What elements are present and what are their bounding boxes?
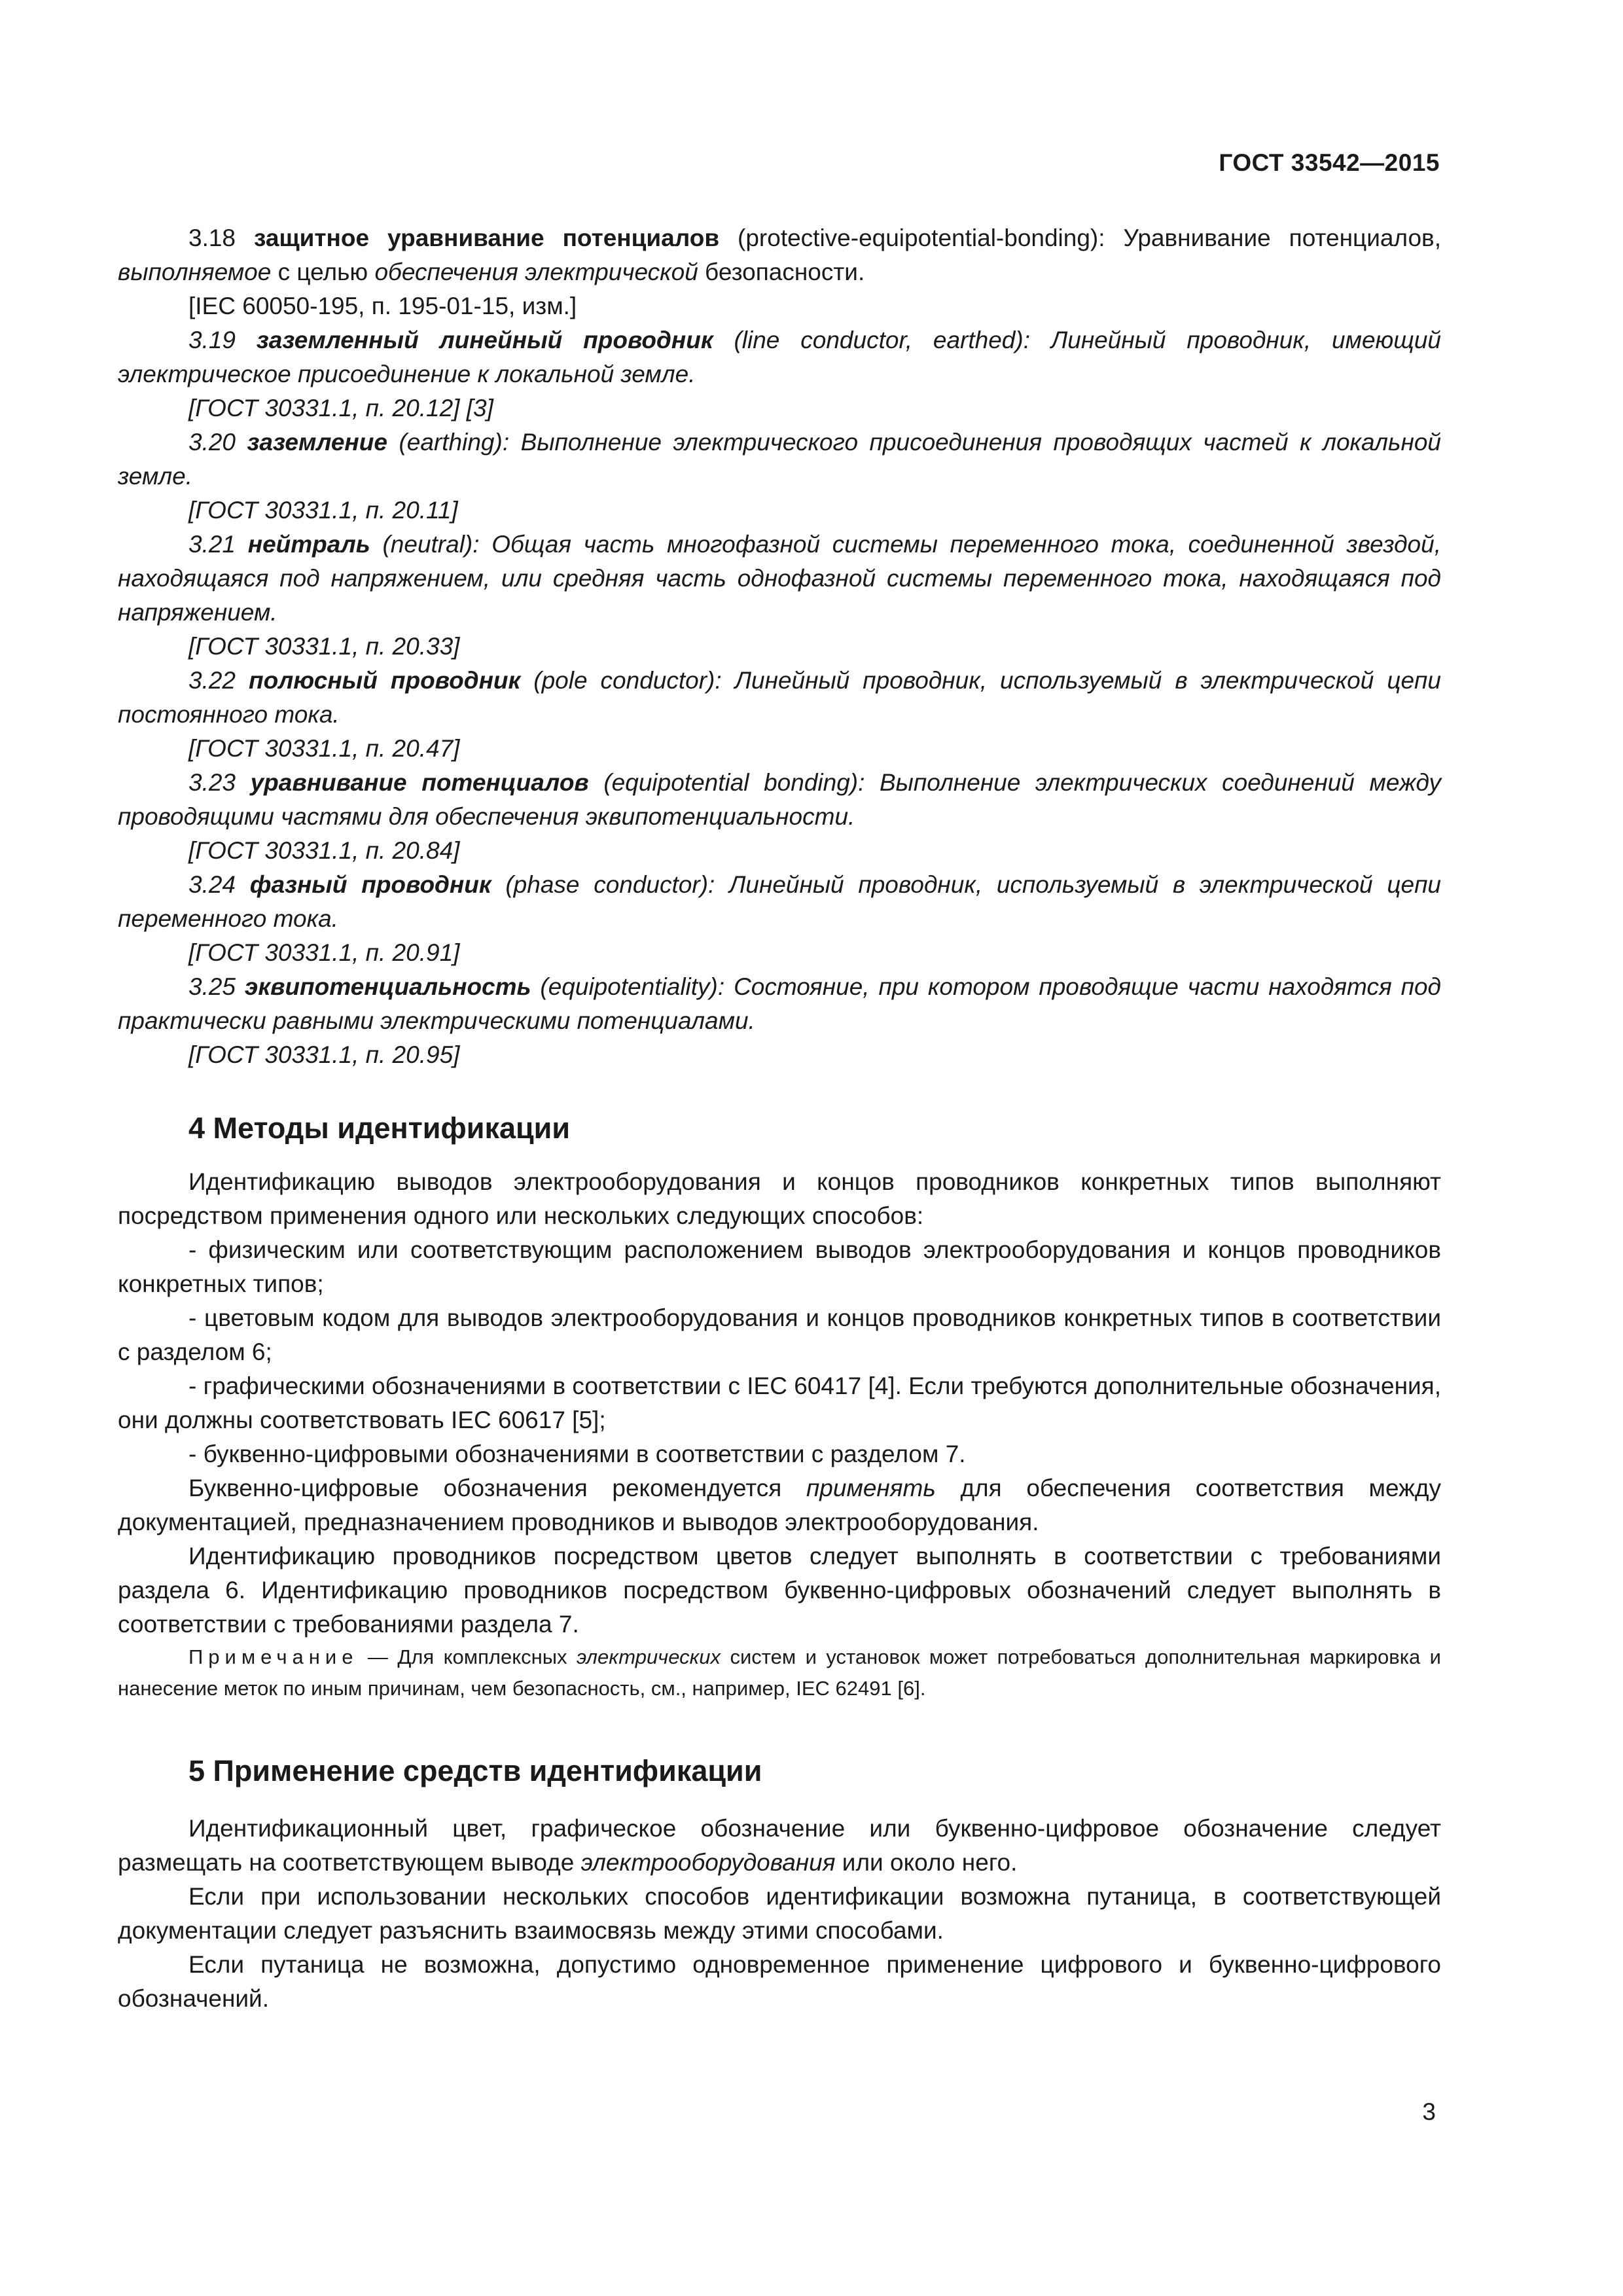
- paragraph: Идентификационный цвет, графическое обозначение или буквенно-цифровое обозначение следует размещать на соответствующем выводе электрооборудования или около него.: [118, 1815, 1441, 1876]
- term-source: [IEC 60050-195, п. 195-01-15, изм.]: [188, 293, 577, 319]
- term-definition: 3.24 фазный проводник (phase conductor): Линейный проводник, используемый в электрической цепи переменного тока.: [118, 871, 1442, 932]
- term-definition: 3.21 нейтраль (neutral): Общая часть многофазной системы переменного тока, соединенной звездой, находящаяся под напряжением, или средняя часть однофазной системы переменного тока, находящаяся под напряжением.: [118, 531, 1441, 626]
- term-source: [ГОСТ 30331.1, п. 20.33]: [188, 633, 460, 660]
- term-name: эквипотенциальность: [244, 973, 531, 1000]
- term-source: [ГОСТ 30331.1, п. 20.84]: [188, 837, 460, 864]
- term-definition: 3.22 полюсный проводник (pole conductor): Линейный проводник, используемый в электрической цепи постоянного тока.: [118, 667, 1441, 728]
- list-item: - графическими обозначениями в соответствии с IEC 60417 [4]. Если требуются дополнительные обозначения, они должны соответствовать IEC 60617 [5];: [118, 1372, 1441, 1433]
- term-name: заземленный линейный проводник: [256, 327, 713, 353]
- body-text: [118, 221, 1441, 2016]
- term-name: нейтраль: [247, 531, 370, 558]
- list-item: - цветовым кодом для выводов электрооборудования и концов проводников конкретных типов в соответствии с разделом 6;: [118, 1304, 1441, 1365]
- term-definition: 3.19 заземленный линейный проводник (line conductor, earthed): Линейный проводник, имеющий электрическое присоединение к локальной земле.: [118, 327, 1441, 387]
- term-definition: 3.18 защитное уравнивание потенциалов (protective-equipotential-bonding): Уравнивание потенциалов, выполняемое с целью обеспечения электрической безопасности.: [118, 224, 1441, 285]
- term-source: [ГОСТ 30331.1, п. 20.91]: [188, 939, 460, 966]
- term-definition: 3.20 заземление (earthing): Выполнение электрического присоединения проводящих частей к локальной земле.: [118, 429, 1442, 490]
- document-id-header: ГОСТ 33542—2015: [1219, 149, 1440, 176]
- term-name: фазный проводник: [249, 871, 491, 898]
- page-number: 3: [1422, 2098, 1436, 2125]
- term-name: защитное уравнивание потенциалов: [253, 224, 720, 251]
- section-heading: 5 Применение средств идентификации: [188, 1754, 762, 1787]
- term-name: полюсный проводник: [249, 667, 521, 694]
- term-definition: 3.23 уравнивание потенциалов (equipotential bonding): Выполнение электрических соединений между проводящими частями для обеспечения эквипотенциальности.: [118, 769, 1441, 830]
- term-source: [ГОСТ 30331.1, п. 20.11]: [188, 497, 458, 524]
- section-heading: 4 Методы идентификации: [188, 1111, 571, 1145]
- paragraph: Буквенно-цифровые обозначения рекомендуется применять для обеспечения соответствия между документацией, предназначением проводников и выводов электрооборудования.: [118, 1475, 1441, 1535]
- paragraph: Идентификацию выводов электрооборудования и концов проводников конкретных типов выполняют посредством применения одного или нескольких следующих способов:: [118, 1168, 1441, 1229]
- term-name: заземление: [247, 429, 387, 456]
- term-source: [ГОСТ 30331.1, п. 20.12] [3]: [188, 395, 493, 422]
- paragraph: Если при использовании нескольких способов идентификации возможна путаница, в соответствующей документации следует разъяснить взаимосвязь между этими способами.: [118, 1883, 1441, 1944]
- note: Примечание — Для комплексных электрических систем и установок может потребоваться дополнительная маркировка и нанесение меток по иным причинам, чем безопасность, см., например, IEC 62491 [6].: [118, 1645, 1441, 1700]
- list-item: - физическим или соответствующим расположением выводов электрооборудования и концов проводников конкретных типов;: [118, 1236, 1441, 1297]
- list-item: - буквенно-цифровыми обозначениями в соответствии с разделом 7.: [188, 1441, 966, 1467]
- paragraph: Если путаница не возможна, допустимо одновременное применение цифрового и буквенно-цифрового обозначений.: [118, 1951, 1441, 2012]
- term-definition: 3.25 эквипотенциальность (equipotentiality): Состояние, при котором проводящие части находятся под практически равными электрическими потенциалами.: [118, 973, 1442, 1034]
- term-source: [ГОСТ 30331.1, п. 20.47]: [188, 735, 460, 762]
- term-name: уравнивание потенциалов: [250, 769, 589, 796]
- note-label: Примечание: [188, 1645, 359, 1668]
- term-source: [ГОСТ 30331.1, п. 20.95]: [188, 1041, 460, 1068]
- paragraph: Идентификацию проводников посредством цветов следует выполнять в соответствии с требованиями раздела 6. Идентификацию проводников посредством буквенно-цифровых обозначений следует выполнять в соответствии с требованиями раздела 7.: [118, 1543, 1441, 1638]
